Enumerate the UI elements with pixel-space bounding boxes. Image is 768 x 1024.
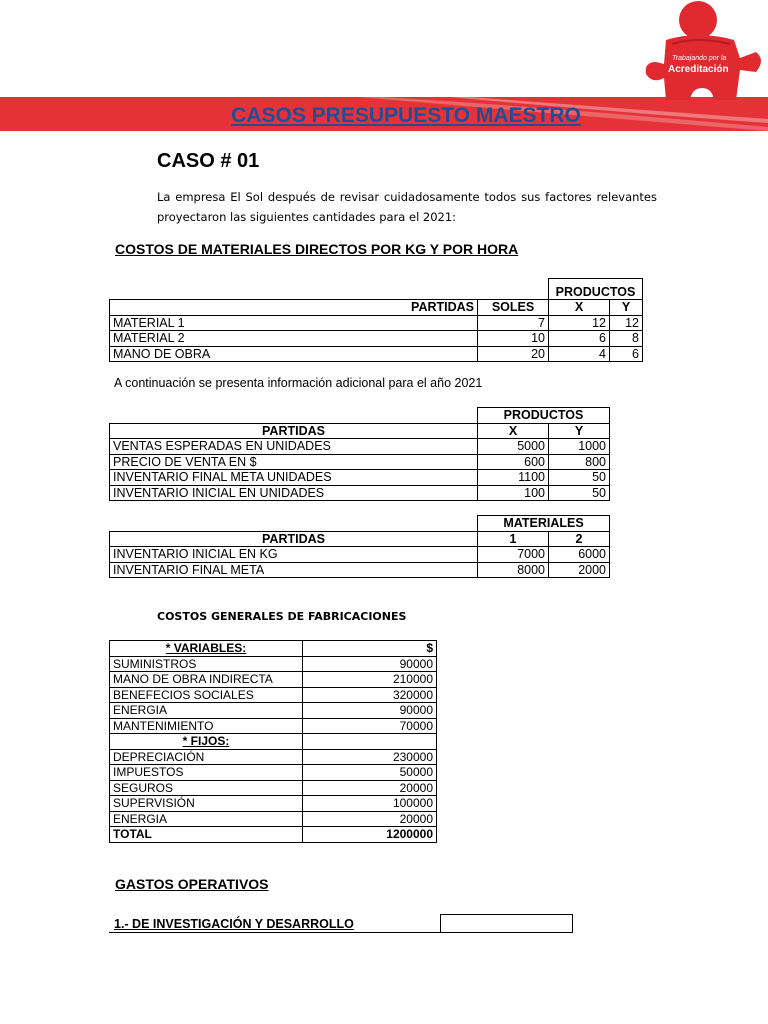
overhead-heading: COSTOS GENERALES DE FABRICACIONES	[157, 610, 407, 623]
research-development-label: 1.- DE INVESTIGACIÓN Y DESARROLLO	[109, 914, 440, 933]
row-label: VENTAS ESPERADAS EN UNIDADES	[110, 439, 478, 455]
col-header-soles: SOLES	[478, 300, 549, 316]
col-header-y: Y	[549, 423, 610, 439]
col-header-partidas: PARTIDAS	[110, 423, 478, 439]
table-row	[110, 547, 610, 563]
table-row	[110, 780, 437, 796]
row-label: INVENTARIO FINAL META	[110, 562, 478, 578]
cell-value: 800	[549, 454, 610, 470]
cell-value: 90000	[303, 656, 437, 672]
cell-value: 50000	[303, 765, 437, 781]
materials-group-header: MATERIALES	[478, 516, 610, 532]
row-label: MATERIAL 1	[110, 315, 478, 331]
variables-label: * VARIABLES:	[110, 641, 303, 657]
cell-value: 210000	[303, 672, 437, 688]
row-label: INVENTARIO INICIAL EN UNIDADES	[110, 485, 478, 501]
row-label: SUPERVISIÓN	[110, 796, 303, 812]
row-label: MANO DE OBRA INDIRECTA	[110, 672, 303, 688]
cell-value: 10	[478, 331, 549, 347]
cell-value: 100000	[303, 796, 437, 812]
row-label: MANO DE OBRA	[110, 346, 478, 362]
cell-value: 12	[610, 315, 643, 331]
row-label: SEGUROS	[110, 780, 303, 796]
cell-value: 600	[478, 454, 549, 470]
costs-heading: COSTOS DE MATERIALES DIRECTOS POR KG Y POR HORA	[115, 241, 519, 257]
table-row	[110, 703, 437, 719]
products-table	[109, 407, 610, 501]
empty-cell	[303, 734, 437, 750]
row-label: ENERGIA	[110, 703, 303, 719]
table-row	[110, 718, 437, 734]
cell-value: 70000	[303, 718, 437, 734]
page-banner-title: CASOS PRESUPUESTO MAESTRO	[231, 104, 581, 127]
total-row	[110, 827, 437, 843]
cell-value: 8	[610, 331, 643, 347]
cell-value: 1100	[478, 470, 549, 486]
table-row	[110, 331, 643, 347]
additional-info-note: A continuación se presenta información adicional para el año 2021	[114, 376, 483, 390]
cell-value: 320000	[303, 687, 437, 703]
col-header-partidas: PARTIDAS	[110, 300, 478, 316]
row-label: MANTENIMIENTO	[110, 718, 303, 734]
cell-value: 20	[478, 346, 549, 362]
row-label: ENERGIA	[110, 811, 303, 827]
cell-value: 7000	[478, 547, 549, 563]
table-row	[110, 796, 437, 812]
cell-value: 50	[549, 470, 610, 486]
table-row	[110, 315, 643, 331]
row-label: DEPRECIACIÓN	[110, 749, 303, 765]
table-row	[110, 749, 437, 765]
total-label: TOTAL	[110, 827, 303, 843]
row-label: IMPUESTOS	[110, 765, 303, 781]
fixed-label: * FIJOS:	[110, 734, 303, 750]
cell-value: 8000	[478, 562, 549, 578]
case-intro-paragraph: La empresa El Sol después de revisar cuidadosamente todos sus factores relevantes proyectaron las siguientes cantidades para el 2021:	[157, 190, 657, 224]
table-row	[110, 346, 643, 362]
direct-materials-table	[109, 278, 643, 362]
cell-value: 90000	[303, 703, 437, 719]
cell-value: 2000	[549, 562, 610, 578]
cell-value: 4	[549, 346, 610, 362]
logo-name: Acreditación	[668, 64, 729, 75]
col-header-y: Y	[610, 300, 643, 316]
cell-value: 100	[478, 485, 549, 501]
materials-table	[109, 515, 610, 578]
table-row	[110, 811, 437, 827]
table-row	[110, 765, 437, 781]
case-title: CASO # 01	[157, 150, 260, 172]
col-header-1: 1	[478, 531, 549, 547]
total-value: 1200000	[303, 827, 437, 843]
row-label: PRECIO DE VENTA EN $	[110, 454, 478, 470]
col-header-2: 2	[549, 531, 610, 547]
overhead-table	[109, 640, 437, 843]
cell-value: 20000	[303, 780, 437, 796]
row-label: BENEFECIOS SOCIALES	[110, 687, 303, 703]
products-group-header: PRODUCTOS	[549, 279, 643, 300]
cell-value: 5000	[478, 439, 549, 455]
table-row	[110, 687, 437, 703]
table-row	[110, 485, 610, 501]
cell-value: 6000	[549, 547, 610, 563]
row-label: SUMINISTROS	[110, 656, 303, 672]
table-row	[110, 562, 610, 578]
cell-value: 20000	[303, 811, 437, 827]
research-development-value-box	[440, 914, 573, 933]
cell-value: 50	[549, 485, 610, 501]
currency-header: $	[303, 641, 437, 657]
cell-value: 6	[549, 331, 610, 347]
operating-expenses-heading: GASTOS OPERATIVOS	[115, 876, 269, 892]
table-row	[110, 656, 437, 672]
products-group-header: PRODUCTOS	[478, 408, 610, 424]
cell-value: 230000	[303, 749, 437, 765]
table-row	[110, 672, 437, 688]
research-development-row	[109, 914, 573, 933]
logo-tagline: Trabajando por la	[672, 55, 727, 62]
table-row	[110, 454, 610, 470]
row-label: INVENTARIO FINAL META UNIDADES	[110, 470, 478, 486]
cell-value: 6	[610, 346, 643, 362]
table-row	[110, 439, 610, 455]
col-header-x: X	[549, 300, 610, 316]
cell-value: 1000	[549, 439, 610, 455]
cell-value: 7	[478, 315, 549, 331]
col-header-partidas: PARTIDAS	[110, 531, 478, 547]
row-label: INVENTARIO INICIAL EN KG	[110, 547, 478, 563]
cell-value: 12	[549, 315, 610, 331]
table-row	[110, 470, 610, 486]
col-header-x: X	[478, 423, 549, 439]
row-label: MATERIAL 2	[110, 331, 478, 347]
